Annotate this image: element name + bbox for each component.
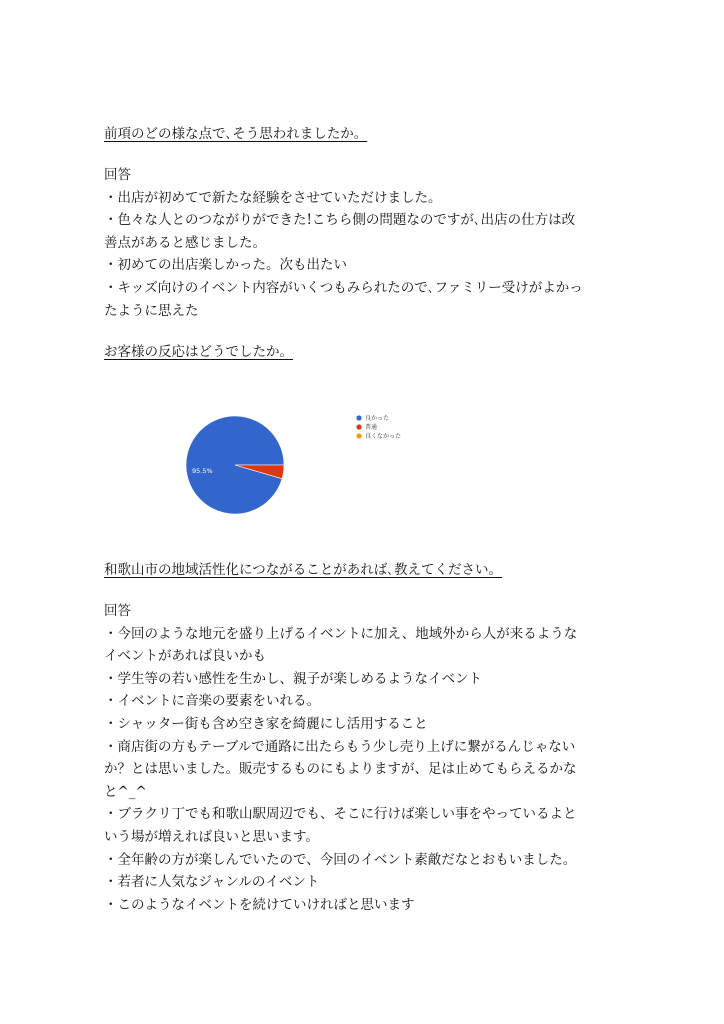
answer-label: 回答 (104, 167, 131, 183)
legend-label-3: 良くなかった (365, 433, 402, 441)
answer-line: と^_^ (104, 783, 147, 800)
section2-heading: お客様の反応はどうでしたか。 (104, 344, 293, 360)
section1-heading: 前項のどの様な点で､そう思われましたか。 (104, 126, 368, 142)
answer-line: か？とは思いました。販売するものにもよりますが、足は止めてもらえるかな (104, 761, 577, 778)
answer-line: ・今回のような地元を盛り上げるイベントに加え、地域外から人が来るような (104, 625, 578, 642)
answer-line: ・キッズ向けのイベント内容がいくつもみられたので､ファミリー受けがよかっ (104, 279, 583, 296)
answer-line: ・若者に人気なジャンルのイベント (104, 874, 320, 891)
answer-line: いう場が増えれば良いと思います。 (104, 828, 319, 845)
answer-line: ・出店が初めてで新たな経験をさせていただけました。 (104, 189, 442, 206)
answer-line: ・このようなイベントを続けていければと思います (104, 896, 415, 913)
answer-line: ・商店街の方もテーブルで通路に出たらもう少し売り上げに繋がるんじゃない (104, 738, 576, 755)
section3-heading: 和歌山市の地域活性化につながることがあれば､教えてください。 (104, 562, 502, 578)
answer-line: ・シャッター街も含め空き家を綺麗にし活用すること (104, 715, 428, 732)
answer-line: たように思えた (104, 302, 199, 319)
section3-answer (104, 600, 624, 916)
section1-answer (104, 164, 624, 322)
pie-chart-svg (150, 375, 450, 535)
answer-line: ・全年齢の方が楽しんでいたので、今回のイベント素敵だなとおもいました。 (104, 851, 577, 868)
answer-label: 回答 (104, 603, 131, 619)
answer-line: ・初めての出店楽しかった。次も出たい (104, 257, 347, 274)
legend-label-1: 良かった (365, 415, 390, 423)
answer-line: ・色々な人とのつながりができた!こちら側の問題なのですが､出店の仕方は改 (104, 212, 576, 229)
legend-swatch-1 (356, 415, 361, 420)
legend-swatch-2 (356, 424, 361, 429)
answer-line: ・学生等の若い感性を生かし、親子が楽しめるようなイベント (104, 670, 482, 687)
legend-swatch-3 (356, 433, 361, 438)
legend-label-2: 普通 (365, 424, 378, 432)
answer-line: ・イベントに音楽の要素をいれる。 (104, 693, 320, 710)
answer-line: ・ブラクリ丁でも和歌山駅周辺でも、そこに行けば楽しい事をやっているよと (104, 806, 577, 823)
pie-chart (150, 375, 450, 535)
answer-line: 善点があると感じました。 (104, 234, 266, 251)
pie-data-label: 95.5% (192, 467, 213, 475)
answer-line: イベントがあれば良いかも (104, 648, 266, 665)
